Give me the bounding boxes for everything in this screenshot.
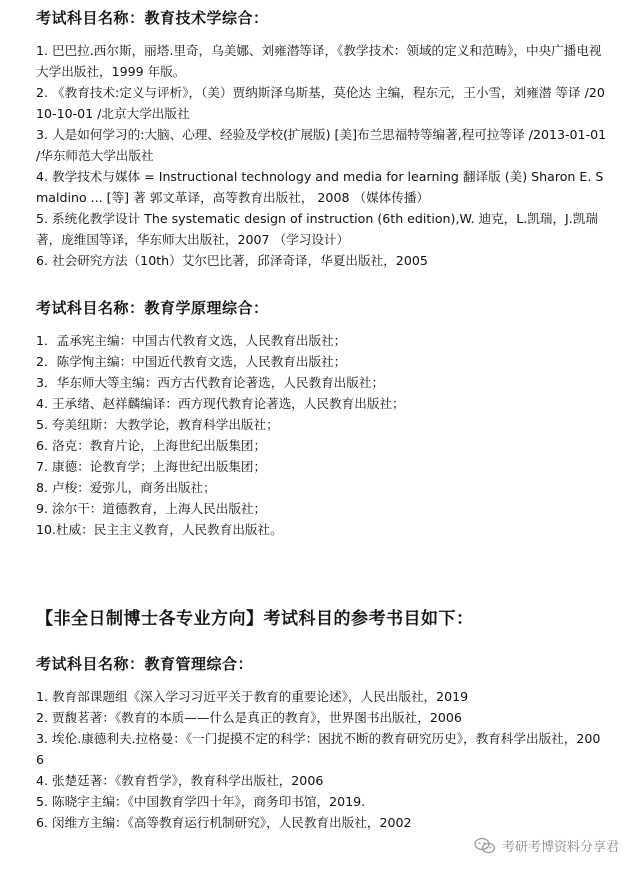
list-item: 2. 《教育技术:定义与评析》，（美）贾纳斯泽乌斯基，莫伦达 主编，程东元，王小雪，刘雍潜 等译 /2010-10-01 /北京大学出版社 <box>36 85 605 121</box>
list-item: 6. 闵维方主编：《高等教育运行机制研究》，人民教育出版社，2002 <box>36 815 412 830</box>
list-item: 3. 埃伦.康德利夫.拉格曼：《一门捉摸不定的科学：困扰不断的教育研究历史》，教育科学出版社，2006 <box>36 731 601 767</box>
watermark <box>474 836 619 855</box>
list-item: 8. 卢梭：爱弥儿，商务出版社； <box>36 480 216 495</box>
section-heading: 考试科目名称：教育管理综合： <box>36 655 254 673</box>
list-item: 5. 陈晓宇主编：《中国教育学四十年》，商务印书馆，2019. <box>36 794 366 809</box>
list-item: 7. 康德：论教育学；上海世纪出版集团； <box>36 459 267 474</box>
list-item: 5. 系统化教学设计 The systematic design of instruction (6th edition),W. 迪克，L.凯瑞，J.凯瑞 著，庞维国等译，华东师大出版社，2007 （学习设计） <box>36 211 598 247</box>
list-item: 2. 贾馥茗著：《教育的本质——什么是真正的教育》，世界图书出版社，2006 <box>36 710 462 725</box>
list-item: 5. 夸美纽斯：大教学论，教育科学出版社； <box>36 417 279 432</box>
list-item: 1. 巴巴拉.西尔斯，丽塔.里奇，乌美娜、刘雍潜等译，《教学技术：领域的定义和范畴》，中央广播电视大学出版社，1999 年版。 <box>36 43 602 79</box>
reference-list <box>36 686 607 833</box>
list-item: 6. 洛克：教育片论，上海世纪出版集团； <box>36 438 267 453</box>
list-item: 10.杜威：民主主义教育，人民教育出版社。 <box>36 522 283 537</box>
list-item: 3. 人是如何学习的:大脑、心理、经验及学校(扩展版) [美]布兰思福特等编著,程可拉等译 /2013-01-01 /华东师范大学出版社 <box>36 127 607 163</box>
section-education-technology <box>36 8 607 271</box>
section-education-management <box>36 654 607 833</box>
list-item: 2．陈学恂主编：中国近代教育文选，人民教育出版社； <box>36 354 347 369</box>
list-item: 1．孟承宪主编：中国古代教育文选，人民教育出版社； <box>36 333 347 348</box>
wechat-icon <box>474 837 496 855</box>
list-item: 3．华东师大等主编：西方古代教育论著选，人民教育出版社； <box>36 375 385 390</box>
list-item: 9. 涂尔干：道德教育，上海人民出版社； <box>36 501 267 516</box>
section-heading: 考试科目名称：教育学原理综合： <box>36 299 269 317</box>
list-item: 4. 王承绪、赵祥麟编译：西方现代教育论著选，人民教育出版社； <box>36 396 405 411</box>
part-heading: 【非全日制博士各专业方向】考试科目的参考书目如下： <box>36 609 474 629</box>
reference-list <box>36 40 607 271</box>
section-education-principles <box>36 298 607 540</box>
list-item: 6. 社会研究方法（10th）艾尔巴比著，邱泽奇译，华夏出版社，2005 <box>36 253 428 268</box>
list-item: 4. 教学技术与媒体 = Instructional technology and media for learning 翻译版 (美) Sharon E. Smaldino ... [等] 著 郭文革译，高等教育出版社， 2008 （媒体传播） <box>36 169 604 205</box>
list-item: 1. 教育部课题组《深入学习习近平关于教育的重要论述》，人民出版社，2019 <box>36 689 469 704</box>
section-heading: 考试科目名称：教育技术学综合： <box>36 9 269 27</box>
watermark-text: 考研考博资料分享君 <box>501 840 619 855</box>
list-item: 4. 张楚廷著：《教育哲学》，教育科学出版社，2006 <box>36 773 324 788</box>
reference-list <box>36 330 607 540</box>
